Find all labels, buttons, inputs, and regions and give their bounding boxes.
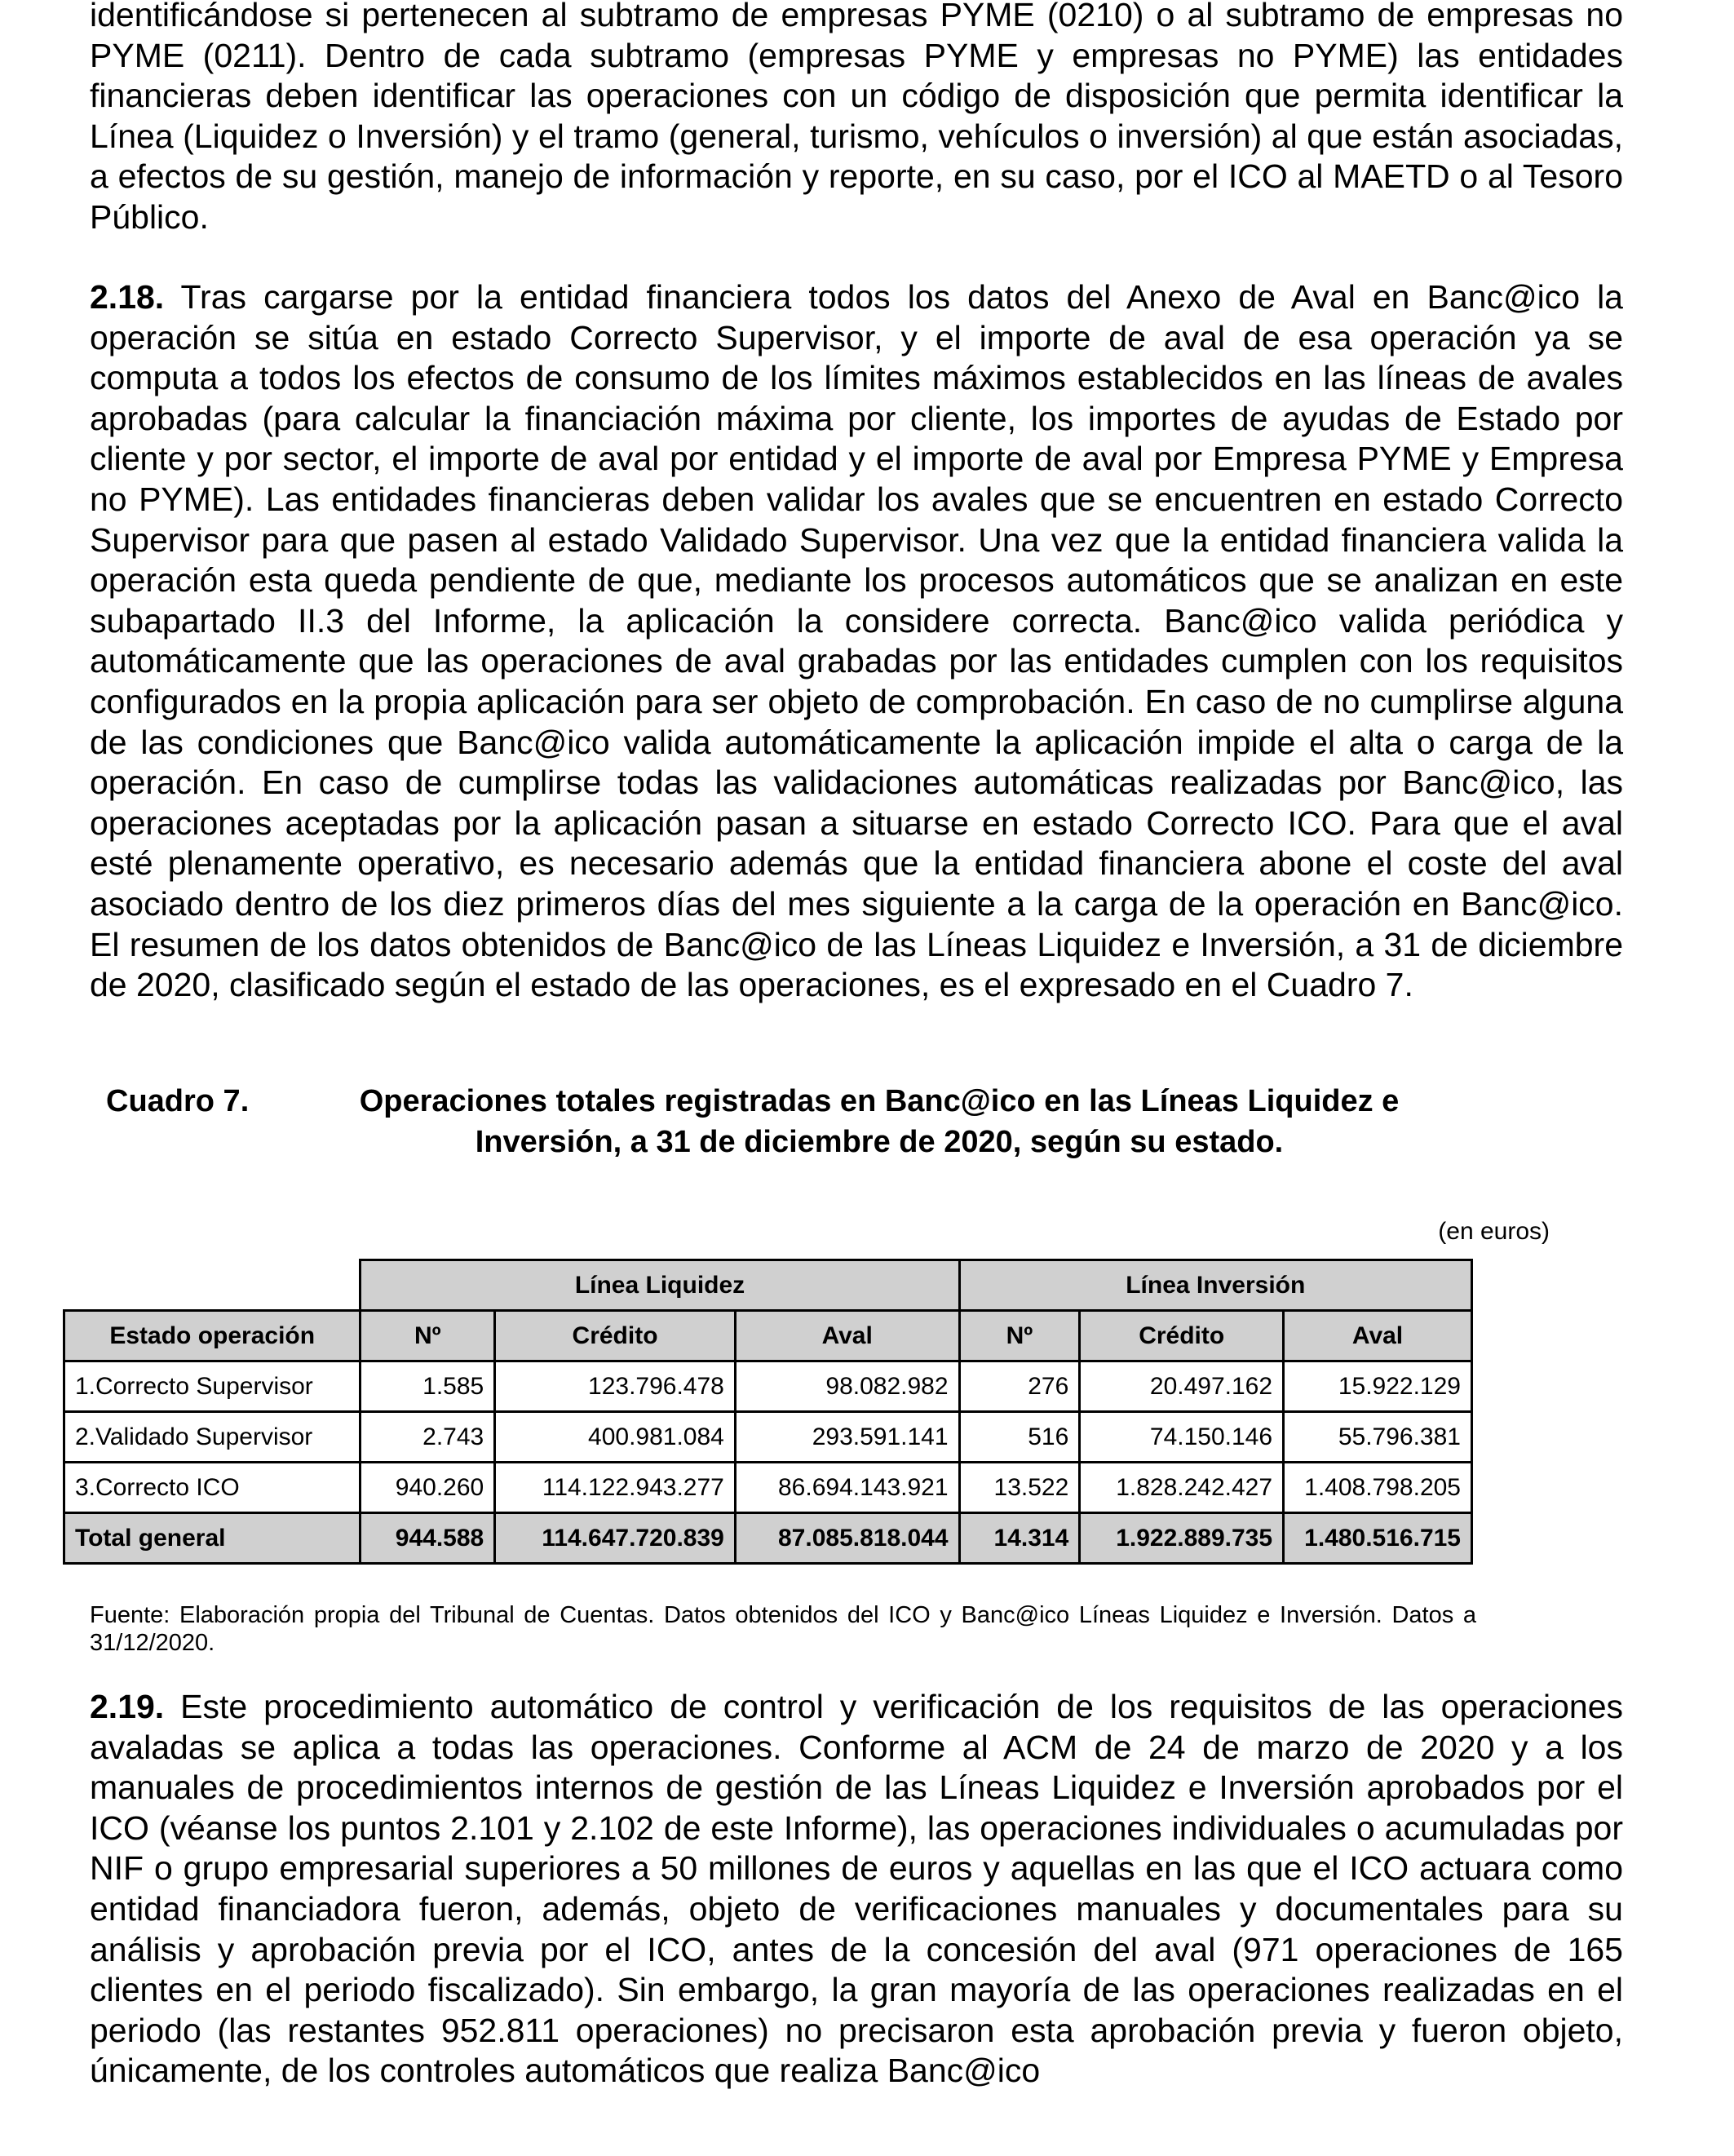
table-cell: 1.408.798.205 <box>1284 1463 1472 1513</box>
caption-label: Cuadro 7. <box>106 1084 250 1118</box>
column-header: Estado operación <box>64 1311 361 1361</box>
table-source-note: Fuente: Elaboración propia del Tribunal de Cuentas. Datos obtenidos del ICO y Banc@ico Líneas Liquidez e Inversión. Datos a 31/12/2020. <box>90 1602 1476 1656</box>
column-header: Aval <box>735 1311 959 1361</box>
row-label: 2.Validado Supervisor <box>64 1412 361 1463</box>
column-header: Crédito <box>1080 1311 1284 1361</box>
group-header-inversion: Línea Inversión <box>959 1260 1471 1311</box>
table-cell: 276 <box>959 1361 1080 1412</box>
row-label: 3.Correcto ICO <box>64 1463 361 1513</box>
paragraph-text: Este procedimiento automático de control y verificación de los requisitos de las operaciones avaladas se aplica a todas las operaciones. Conforme al ACM de 24 de marzo de 2020 y a los manuales de procedimientos internos de gestión de las Líneas Liquidez e Inversión aprobados por el ICO (véanse los puntos 2.101 y 2.102 de este Informe), las operaciones individuales o acumuladas por NIF o grupo empresarial superiores a 50 millones de euros y aquellas en las que el ICO actuara como entidad financiadora fueron, además, objeto de verificaciones manuales y documentales para su análisis y aprobación previa por el ICO, antes de la concesión del aval (971 operaciones de 165 clientes en el periodo fiscalizado). Sin embargo, la gran mayoría de las operaciones realizadas en el periodo (las restantes 952.811 operaciones) no precisaron esta aprobación previa y fueron objeto, únicamente, de los controles automáticos que realiza Banc@ico <box>90 1688 1623 2090</box>
table-cell: 15.922.129 <box>1284 1361 1472 1412</box>
table-cell: 293.591.141 <box>735 1412 959 1463</box>
table-cell: 1.828.242.427 <box>1080 1463 1284 1513</box>
table-caption <box>106 1081 1476 1162</box>
paragraph-number: 2.18. <box>90 278 165 316</box>
table-cell: 1.922.889.735 <box>1080 1513 1284 1564</box>
total-row <box>64 1513 1472 1564</box>
table-row <box>64 1361 1472 1412</box>
operations-table <box>63 1259 1473 1565</box>
row-label: 1.Correcto Supervisor <box>64 1361 361 1412</box>
table-cell: 940.260 <box>361 1463 495 1513</box>
table-cell: 86.694.143.921 <box>735 1463 959 1513</box>
paragraph-text: Tras cargarse por la entidad financiera todos los datos del Anexo de Aval en Banc@ico la operación se sitúa en estado Correcto Supervisor, y el importe de aval de esa operación ya se computa a todos los efectos de consumo de los límites máximos establecidos en las líneas de avales aprobadas (para calcular la financiación máxima por cliente, los importes de ayudas de Estado por cliente y por sector, el importe de aval por entidad y el importe de aval por Empresa PYME y Empresa no PYME). Las entidades financieras deben validar los avales que se encuentren en estado Correcto Supervisor para que pasen al estado Validado Supervisor. Una vez que la entidad financiera valida la operación esta queda pendiente de que, mediante los procesos automáticos que se analizan en este subapartado II.3 del Informe, la aplicación la considere correcta. Banc@ico valida periódica y automáticamente que las operaciones de aval grabadas por las entidades cumplen con los requisitos configurados en la propia aplicación para ser objeto de comprobación. En caso de no cumplirse alguna de las condiciones que Banc@ico valida automáticamente la aplicación impide el alta o carga de la operación. En caso de cumplirse todas las validaciones automáticas realizadas por Banc@ico, las operaciones aceptadas por la aplicación pasan a situarse en estado Correcto ICO. Para que el aval esté plenamente operativo, es necesario además que la entidad financiera abone el coste del aval asociado dentro de los diez primeros días del mes siguiente a la carga de la operación en Banc@ico. El resumen de los datos obtenidos de Banc@ico de las Líneas Liquidez e Inversión, a 31 de diciembre de 2020, clasificado según el estado de las operaciones, es el expresado en el Cuadro 7. <box>90 278 1623 1004</box>
empty-header-cell <box>64 1260 361 1311</box>
table-cell: 114.122.943.277 <box>495 1463 736 1513</box>
table-cell: 74.150.146 <box>1080 1412 1284 1463</box>
table-cell: 87.085.818.044 <box>735 1513 959 1564</box>
table-row <box>64 1412 1472 1463</box>
table-cell: 114.647.720.839 <box>495 1513 736 1564</box>
column-header: Aval <box>1284 1311 1472 1361</box>
table-row <box>64 1463 1472 1513</box>
table-cell: 516 <box>959 1412 1080 1463</box>
table-cell: 123.796.478 <box>495 1361 736 1412</box>
paragraph-2-19 <box>90 1687 1623 2092</box>
table-cell: 2.743 <box>361 1412 495 1463</box>
group-header-liquidez: Línea Liquidez <box>361 1260 959 1311</box>
table-cell: 1.585 <box>361 1361 495 1412</box>
table-cell: 13.522 <box>959 1463 1080 1513</box>
row-label: Total general <box>64 1513 361 1564</box>
paragraph-2-18 <box>90 277 1623 1006</box>
column-header-row <box>64 1311 1472 1361</box>
table-cell: 1.480.516.715 <box>1284 1513 1472 1564</box>
paragraph-number: 2.19. <box>90 1688 165 1725</box>
table-cell: 55.796.381 <box>1284 1412 1472 1463</box>
table-cell: 400.981.084 <box>495 1412 736 1463</box>
column-header: Nº <box>959 1311 1080 1361</box>
intro-paragraph: identificándose si pertenecen al subtramo de empresas PYME (0210) o al subtramo de empresas no PYME (0211). Dentro de cada subtramo (empresas PYME y empresas no PYME) las entidades financieras deben identificar las operaciones con un código de disposición que permita identificar la Línea (Liquidez o Inversión) y el tramo (general, turismo, vehículos o inversión) al que están asociadas, a efectos de su gestión, manejo de información y reporte, en su caso, por el ICO al MAETD o al Tesoro Público. <box>90 0 1623 236</box>
caption-title: Operaciones totales registradas en Banc@ico en las Líneas Liquidez e Inversión, a 31 de diciembre de 2020, según su estado. <box>359 1084 1400 1159</box>
table-cell: 98.082.982 <box>735 1361 959 1412</box>
column-header: Nº <box>361 1311 495 1361</box>
table-cell: 20.497.162 <box>1080 1361 1284 1412</box>
table-unit-note: (en euros) <box>1438 1218 1550 1245</box>
table-cell: 14.314 <box>959 1513 1080 1564</box>
group-header-row <box>64 1260 1472 1311</box>
table-cell: 944.588 <box>361 1513 495 1564</box>
column-header: Crédito <box>495 1311 736 1361</box>
